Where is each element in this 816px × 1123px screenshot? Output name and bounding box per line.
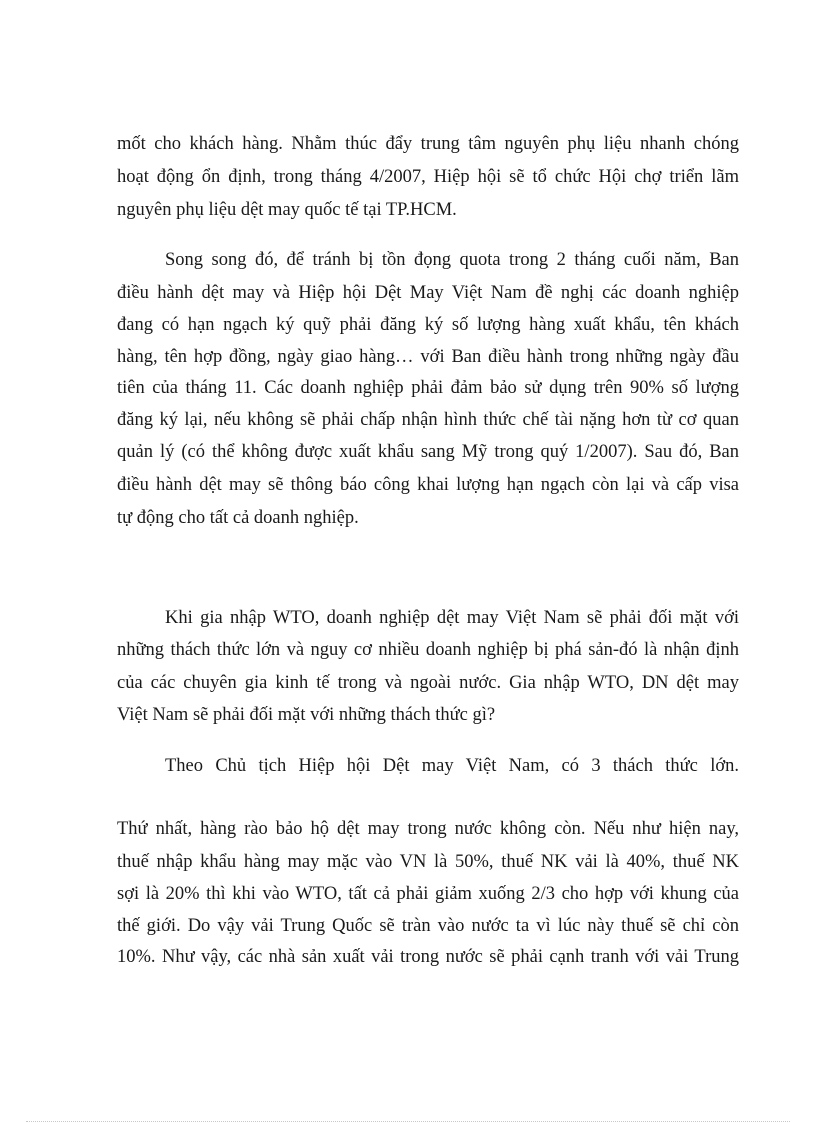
text-line: quản lý (có thể không được xuất khẩu sang Mỹ trong quý 1/2007). Sau đó, Ban [117, 442, 739, 462]
text-line: Song song đó, để tránh bị tồn đọng quota trong 2 tháng cuối năm, Ban [165, 250, 739, 270]
text-line: Thứ nhất, hàng rào bảo hộ dệt may trong nước không còn. Nếu như hiện nay, [117, 819, 739, 839]
text-line: hoạt động ổn định, trong tháng 4/2007, Hiệp hội sẽ tổ chức Hội chợ triển lãm [117, 167, 739, 187]
text-line: sợi là 20% thì khi vào WTO, tất cả phải giảm xuống 2/3 cho hợp với khung của [117, 884, 739, 904]
text-line: điều hành dệt may và Hiệp hội Dệt May Việt Nam đề nghị các doanh nghiệp [117, 283, 739, 303]
text-line: thế giới. Do vậy vải Trung Quốc sẽ tràn vào nước ta vì lúc này thuế sẽ chỉ còn [117, 916, 739, 936]
text-line: của các chuyên gia kinh tế trong và ngoài nước. Gia nhập WTO, DN dệt may [117, 673, 739, 693]
text-line: Theo Chủ tịch Hiệp hội Dệt may Việt Nam, có 3 thách thức lớn. [165, 756, 739, 776]
text-line: nguyên phụ liệu dệt may quốc tế tại TP.HCM. [117, 200, 457, 220]
text-line: mốt cho khách hàng. Nhằm thúc đẩy trung tâm nguyên phụ liệu nhanh chóng [117, 134, 739, 154]
text-line: 10%. Như vậy, các nhà sản xuất vải trong nước sẽ phải cạnh tranh với vải Trung [117, 947, 739, 967]
text-line: điều hành dệt may sẽ thông báo công khai lượng hạn ngạch còn lại và cấp visa [117, 475, 739, 495]
text-line: đang có hạn ngạch ký quỹ phải đăng ký số lượng hàng xuất khẩu, tên khách [117, 315, 739, 335]
text-line: hàng, tên hợp đồng, ngày giao hàng… với Ban điều hành trong những ngày đầu [117, 347, 739, 367]
text-line: tiên của tháng 11. Các doanh nghiệp phải đảm bảo sử dụng trên 90% số lượng [117, 378, 739, 398]
text-line: những thách thức lớn và nguy cơ nhiều doanh nghiệp bị phá sản-đó là nhận định [117, 640, 739, 660]
text-line: Việt Nam sẽ phải đối mặt với những thách thức gì? [117, 705, 496, 725]
text-line: Khi gia nhập WTO, doanh nghiệp dệt may Việt Nam sẽ phải đối mặt với [165, 608, 739, 628]
text-line: thuế nhập khẩu hàng may mặc vào VN là 50%, thuế NK vải là 40%, thuế NK [117, 852, 739, 872]
text-line: tự động cho tất cả doanh nghiệp. [117, 508, 359, 528]
page-bottom-rule [26, 1121, 790, 1122]
text-line: đăng ký lại, nếu không sẽ phải chấp nhận hình thức chế tài nặng hơn từ cơ quan [117, 410, 739, 430]
